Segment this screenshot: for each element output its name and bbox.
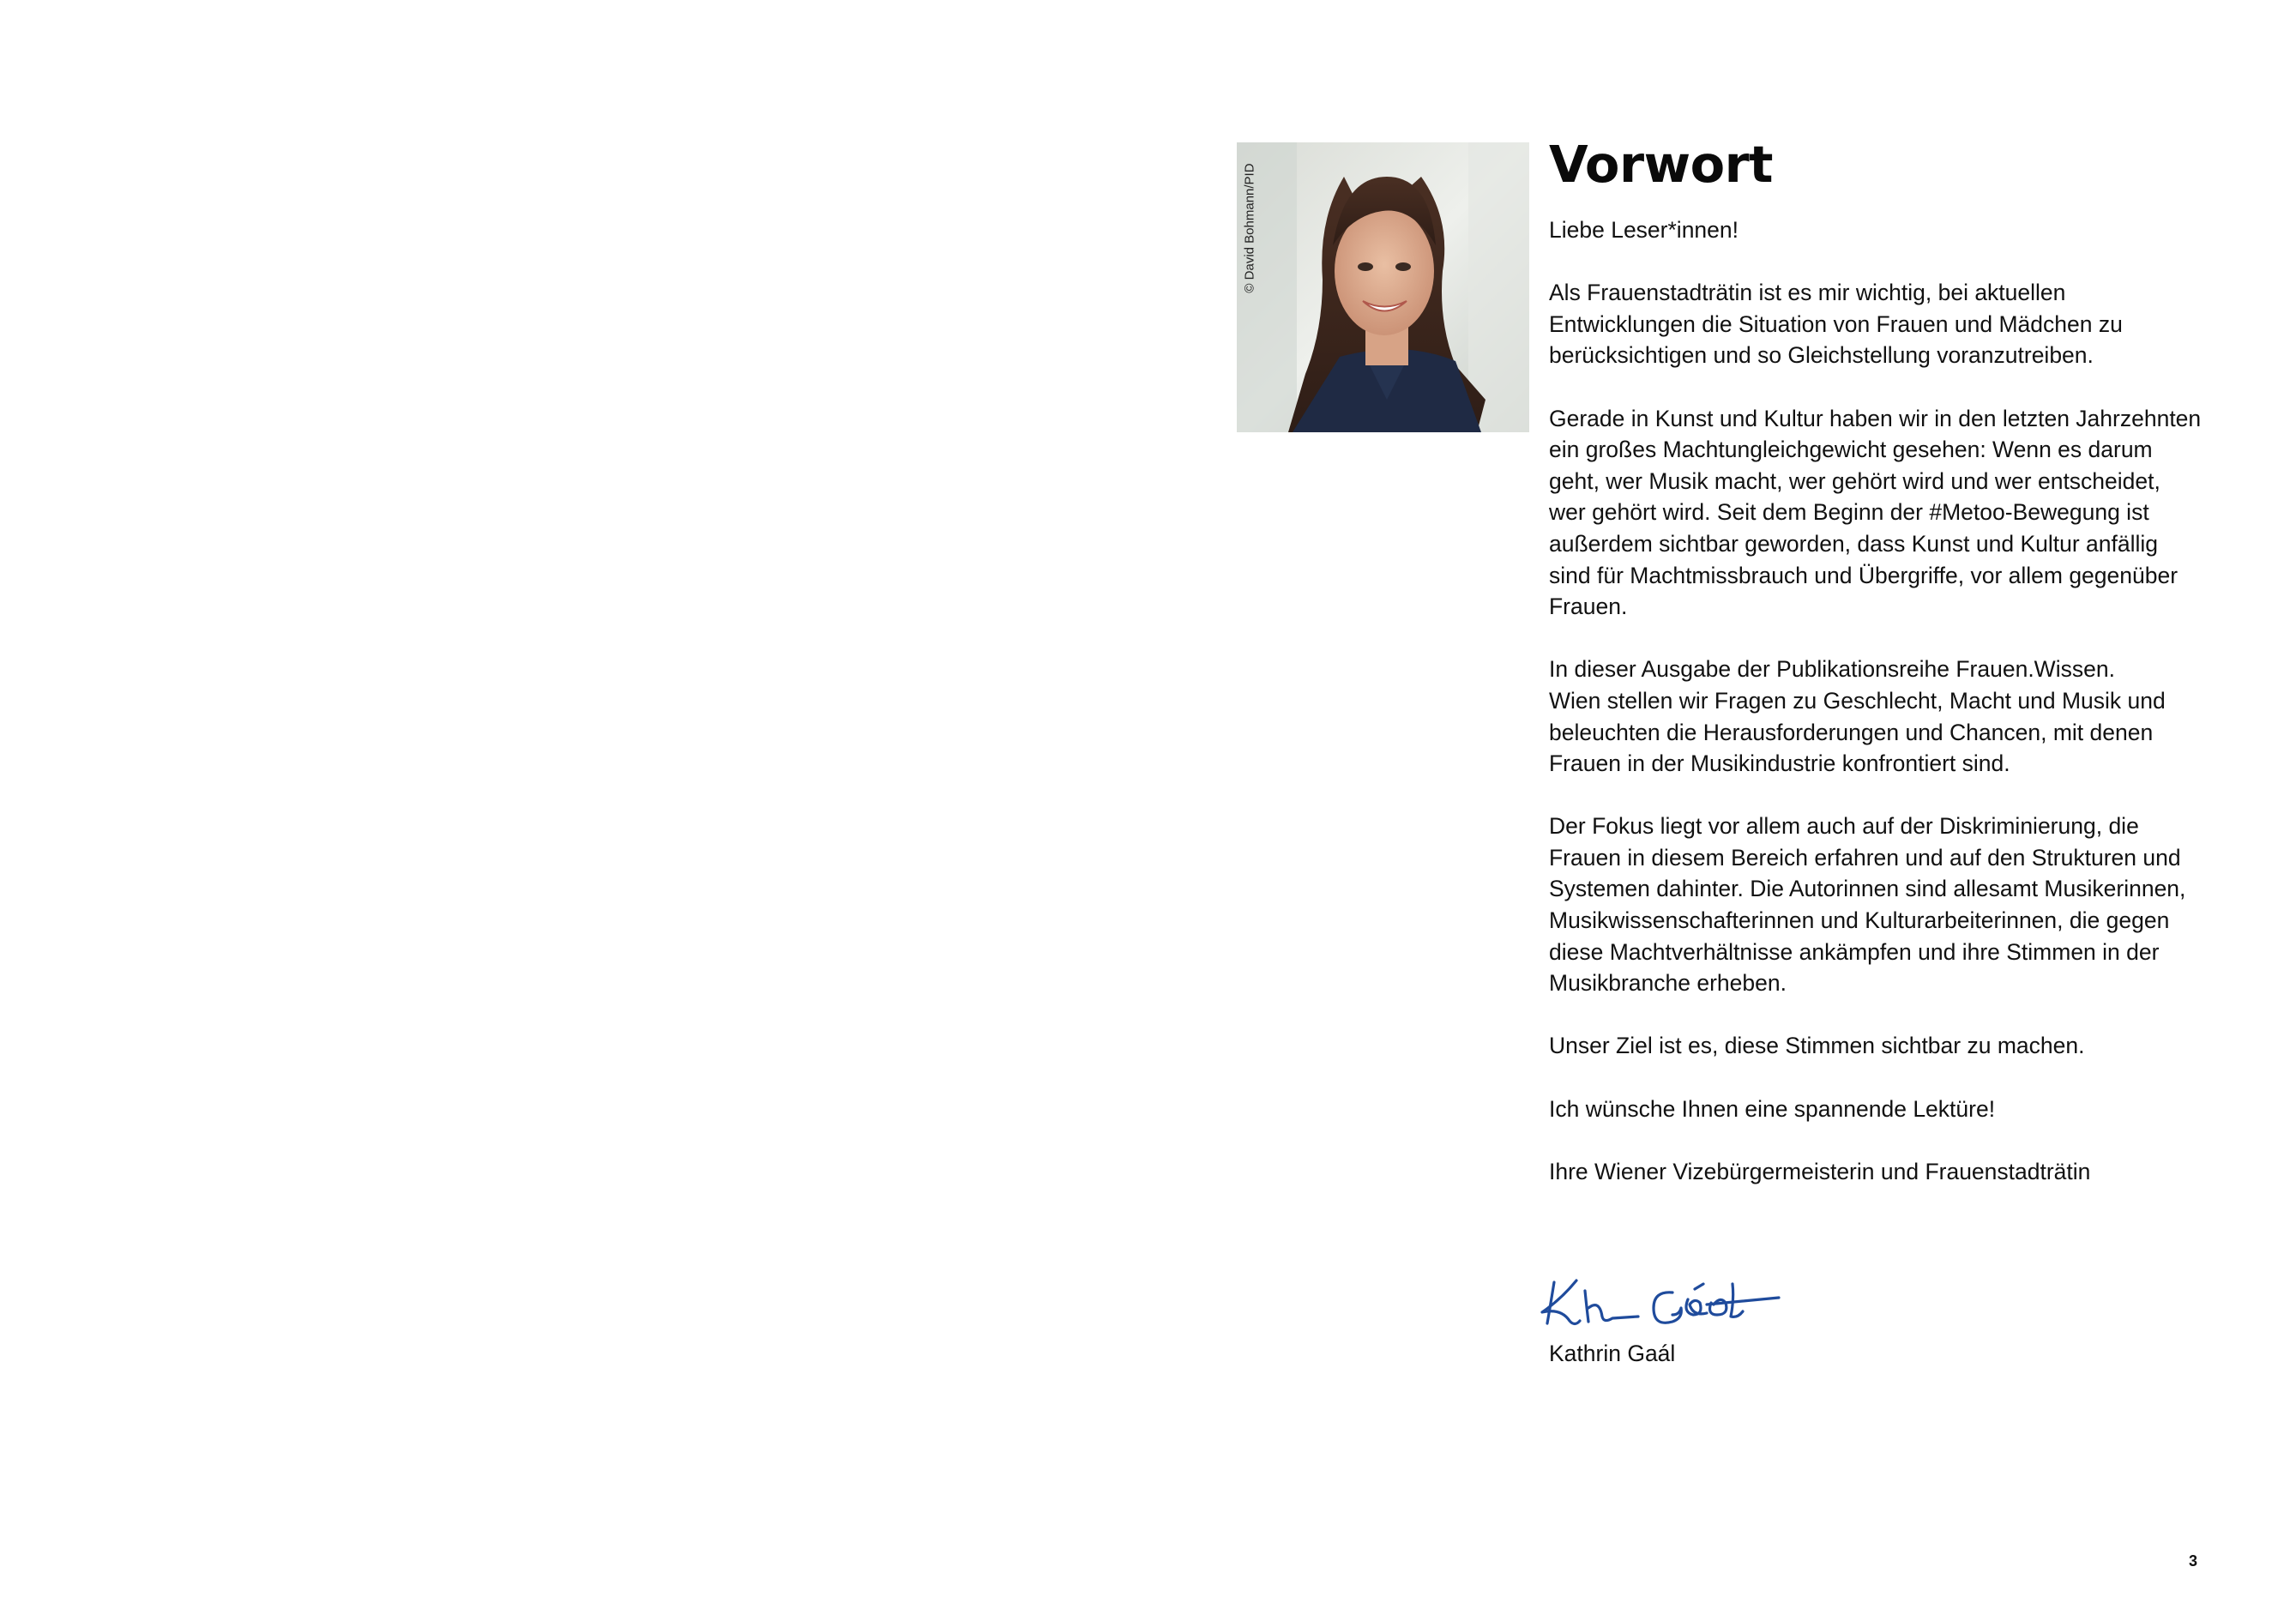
paragraph-greeting: Liebe Leser*innen! bbox=[1549, 217, 1739, 243]
page-number: 3 bbox=[2189, 1552, 2198, 1570]
page-title: Vorwort bbox=[1549, 135, 1773, 194]
paragraph-5: Unser Ziel ist es, diese Stimmen sichtbar zu machen. bbox=[1549, 1033, 2085, 1059]
signer-name: Kathrin Gaál bbox=[1549, 1341, 1676, 1366]
paragraph-4: Der Fokus liegt vor allem auch auf der Diskriminierung, die Frauen in diesem Bereich erfahren und auf den Strukturen und Systemen dahinter. Die Autorinnen sind allesamt Musikerinnen, Musikwissenschafterinnen und Kulturarbeiterinnen, die gegen diese Machtverhältnisse ankämpfen und ihre Stimmen in der Musikbranche erheben. bbox=[1549, 813, 2186, 997]
portrait-photo bbox=[1237, 142, 1529, 432]
paragraph-1: Als Frauenstadträtin ist es mir wichtig, bei aktuellen Entwicklungen die Situation von Frauen und Mädchen zu berücksichtigen und so Gleichstellung voranzutreiben. bbox=[1549, 280, 2123, 369]
paragraph-6: Ich wünsche Ihnen eine spannende Lektüre! bbox=[1549, 1095, 1996, 1122]
paragraph-closing: Ihre Wiener Vizebürgermeisterin und Frauenstadträtin bbox=[1549, 1158, 2091, 1184]
foreword-section bbox=[1549, 130, 2218, 1219]
signature-image bbox=[1535, 1274, 1784, 1334]
paragraph-3: In dieser Ausgabe der Publikationsreihe Frauen.Wissen. Wien stellen wir Fragen zu Geschlecht, Macht und Musik und beleuchten die Herausforderungen und Chancen, mit denen Frauen in der Musikindustrie konfrontiert sind. bbox=[1549, 656, 2166, 777]
paragraph-2: Gerade in Kunst und Kultur haben wir in den letzten Jahrzehnten ein großes Machtungleichgewicht gesehen: Wenn es darum geht, wer Musik macht, wer gehört wird und wer entscheidet, wer gehört wird. Seit dem Beginn der #Metoo-Bewegung ist außerdem sichtbar geworden, dass Kunst und Kultur anfällig sind für Machtmissbrauch und Übergriffe, vor allem gegenüber Frauen. bbox=[1549, 405, 2202, 620]
photo-credit-text: © David Bohmann/PID bbox=[1242, 163, 1257, 293]
portrait-image bbox=[1237, 142, 1529, 432]
